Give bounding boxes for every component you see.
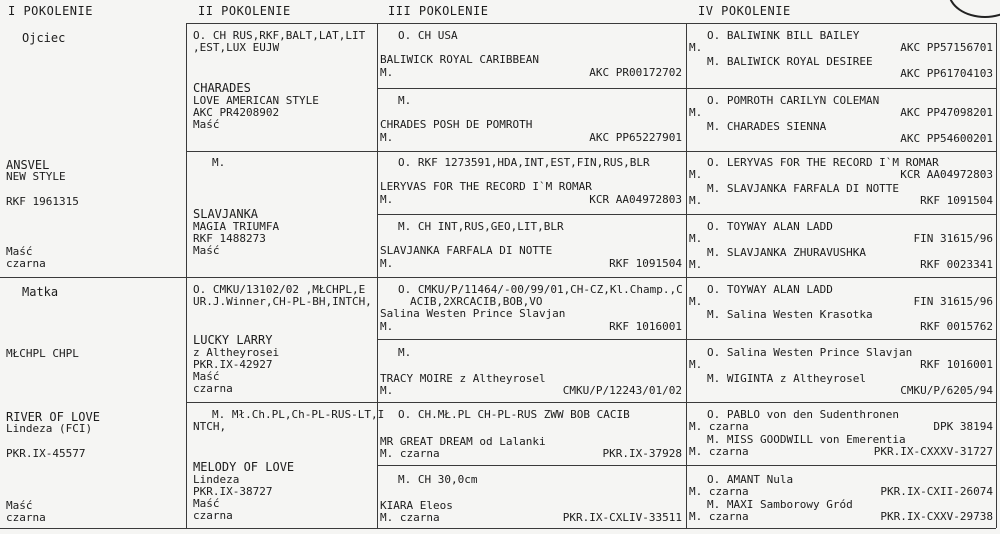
- g4-reg: PKR.IX-CXXV-29738: [880, 510, 993, 523]
- g3-reg: RKF 1091504: [609, 257, 682, 270]
- header-gen4: IV POKOLENIE: [698, 4, 791, 18]
- g4-reg: RKF 0015762: [920, 320, 993, 333]
- header-gen2: II POKOLENIE: [198, 4, 291, 18]
- g2-sire-reg: AKC PR4208902: [193, 106, 280, 119]
- g3-reg: AKC PR00172702: [589, 66, 682, 79]
- g3-name: LERYVAS FOR THE RECORD I`M ROMAR: [380, 180, 592, 193]
- g3-titles-1: O. RKF 1273591,HDA,INT,EST,FIN,RUS,BLR: [398, 156, 650, 169]
- g2-msire-color-label: Maść: [193, 370, 220, 383]
- g4-reg: FIN 31615/96: [913, 232, 993, 245]
- g4-name: O. TOYWAY ALAN LADD: [707, 283, 833, 296]
- g4-reg: RKF 0023341: [920, 258, 993, 271]
- g3-name: KIARA Eleos: [380, 499, 453, 512]
- g4-color: M.: [689, 106, 703, 119]
- g4-reg: AKC PP57156701: [900, 41, 993, 54]
- g3-titles-1: M. CH 30,0cm: [398, 473, 478, 486]
- header-gen1: I POKOLENIE: [8, 4, 93, 18]
- g4-name: O. BALIWINK BILL BAILEY: [707, 29, 860, 42]
- g3-color: M. czarna: [380, 447, 440, 460]
- g3-color: M.: [380, 384, 394, 397]
- mother-color: czarna: [6, 511, 46, 524]
- g4-name: O. POMROTH CARILYN COLEMAN: [707, 94, 880, 107]
- g2-dam-name-2: MAGIA TRIUMFA: [193, 220, 280, 233]
- grid-line: [996, 23, 997, 528]
- dog-reg: RKF 1961315: [6, 195, 79, 208]
- g4-reg: AKC PP54600201: [900, 132, 993, 145]
- g3-name: MR GREAT DREAM od Lalanki: [380, 435, 546, 448]
- g3-titles-1: O. CH.MŁ.PL CH-PL-RUS ZWW BOB CACIB: [398, 408, 630, 421]
- g3-name: CHRADES POSH DE POMROTH: [380, 118, 533, 131]
- g4-color: M.: [689, 358, 703, 371]
- grid-line: [186, 23, 996, 24]
- gen4-cell: [689, 95, 993, 120]
- g4-name: M. SLAVJANKA FARFALA DI NOTTE: [707, 182, 900, 195]
- g4-reg: RKF 1016001: [920, 358, 993, 371]
- g3-name: TRACY MOIRE z Altheyrosel: [380, 372, 546, 385]
- g2-sire-titles-1: O. CH RUS,RKF,BALT,LAT,LIT: [193, 29, 366, 42]
- g4-reg: FIN 31615/96: [913, 295, 993, 308]
- g3-reg: RKF 1016001: [609, 320, 682, 333]
- g4-reg: AKC PP61704103: [900, 67, 993, 80]
- gen4-cell: [689, 247, 993, 272]
- g2-mdam-color-label: Maść: [193, 497, 220, 510]
- g3-name: Salina Westen Prince Slavjan: [380, 307, 566, 320]
- mother-color-label: Maść: [6, 499, 33, 512]
- g4-color: M.: [689, 194, 703, 207]
- g3-titles-1: O. CMKU/P/11464/-00/99/01,CH-CZ,Kl.Champ.,C: [398, 283, 683, 296]
- g2-mdam-titles-1: M. Mł.Ch.PL,Ch-PL-RUS-LT,I: [212, 408, 385, 421]
- g4-name: M. WIGINTA z Altheyrosel: [707, 372, 866, 385]
- g4-color: M.: [689, 41, 703, 54]
- gen3-cell: [380, 409, 684, 465]
- g4-name: M. CHARADES SIENNA: [707, 120, 827, 133]
- gen3-cell: [380, 95, 684, 151]
- g4-name: M. MISS GOODWILL von Emerentia: [707, 433, 906, 446]
- g4-reg: RKF 1091504: [920, 194, 993, 207]
- grid-line: [377, 88, 996, 89]
- mother-name-2: Lindeza (FCI): [6, 422, 93, 435]
- g3-color: M.: [380, 66, 394, 79]
- g2-sire-name-2: LOVE AMERICAN STYLE: [193, 94, 319, 107]
- g2-dam-name: SLAVJANKA: [193, 207, 259, 221]
- g3-titles-2: ACIB,2XRCACIB,BOB,VO: [410, 295, 543, 308]
- gen4-cell: [689, 121, 993, 146]
- g4-color: M.: [689, 168, 703, 181]
- grid-line: [377, 23, 378, 528]
- grid-line: [0, 277, 996, 278]
- g2-msire-name-2: z Altheyrosei: [193, 346, 280, 359]
- gen4-cell: [689, 499, 993, 524]
- g4-color: M. czarna: [689, 510, 749, 523]
- g3-color: M.: [380, 320, 394, 333]
- g2-dam-titles: M.: [212, 156, 226, 169]
- grid-line: [186, 23, 187, 528]
- gen4-cell: [689, 474, 993, 499]
- g4-name: O. LERYVAS FOR THE RECORD I`M ROMAR: [707, 156, 939, 169]
- g2-mdam-reg: PKR.IX-38727: [193, 485, 273, 498]
- gen4-cell: [689, 30, 993, 55]
- gen4-cell: [689, 409, 993, 434]
- g4-name: M. SLAVJANKA ZHURAVUSHKA: [707, 246, 866, 259]
- gen3-cell: [380, 474, 684, 528]
- g3-titles-1: M. CH INT,RUS,GEO,LIT,BLR: [398, 220, 564, 233]
- g2-msire-name: LUCKY LARRY: [193, 333, 273, 347]
- g4-name: O. TOYWAY ALAN LADD: [707, 220, 833, 233]
- g4-reg: CMKU/P/6205/94: [900, 384, 993, 397]
- mother-name-1: RIVER OF LOVE: [6, 410, 100, 424]
- g4-name: M. MAXI Samborowy Gród: [707, 498, 853, 511]
- gen4-cell: [689, 221, 993, 246]
- g4-name: O. Salina Westen Prince Slavjan: [707, 346, 913, 359]
- g3-reg: CMKU/P/12243/01/02: [562, 384, 682, 397]
- g4-reg: PKR.IX-CXXXV-31727: [873, 445, 993, 458]
- g4-name: O. PABLO von den Sudenthronen: [707, 408, 900, 421]
- g3-reg: KCR AA04972803: [589, 193, 682, 206]
- gen4-cell: [689, 284, 993, 309]
- stamp-seal: [948, 0, 1000, 18]
- g3-titles-1: O. CH USA: [398, 29, 458, 42]
- g4-color: M.: [689, 258, 703, 271]
- gen3-cell: [380, 284, 684, 340]
- grid-line: [377, 214, 996, 215]
- g4-color: M. czarna: [689, 420, 749, 433]
- g2-sire-name: CHARADES: [193, 81, 251, 95]
- dog-color-label: Maść: [6, 245, 33, 258]
- grid-line: [377, 465, 996, 466]
- gen4-cell: [689, 309, 993, 334]
- gen4-cell: [689, 347, 993, 372]
- father-label: Ojciec: [22, 31, 66, 45]
- g4-color: M.: [689, 232, 703, 245]
- mother-title: MŁCHPL CHPL: [6, 347, 79, 360]
- mother-label: Matka: [22, 285, 59, 299]
- g2-msire-titles-1: O. CMKU/13102/02 ,MŁCHPL,E: [193, 283, 366, 296]
- g3-reg: AKC PP65227901: [589, 131, 682, 144]
- g2-msire-color: czarna: [193, 382, 233, 395]
- g3-reg: PKR.IX-37928: [602, 447, 682, 460]
- g4-reg: DPK 38194: [933, 420, 993, 433]
- gen3-cell: [380, 157, 684, 213]
- mother-reg: PKR.IX-45577: [6, 447, 86, 460]
- g4-name: M. BALIWICK ROYAL DESIREE: [707, 55, 873, 68]
- gen3-cell: [380, 221, 684, 277]
- g4-reg: KCR AA04972803: [900, 168, 993, 181]
- g4-color: M.: [689, 295, 703, 308]
- g3-name: SLAVJANKA FARFALA DI NOTTE: [380, 244, 553, 257]
- g4-reg: AKC PP47098201: [900, 106, 993, 119]
- grid-line: [186, 151, 996, 152]
- g2-mdam-name-2: Lindeza: [193, 473, 240, 486]
- g3-titles-1: M.: [398, 346, 412, 359]
- g3-reg: PKR.IX-CXLIV-33511: [562, 511, 682, 524]
- g3-color: M.: [380, 193, 394, 206]
- g2-mdam-color: czarna: [193, 509, 233, 522]
- g2-msire-reg: PKR.IX-42927: [193, 358, 273, 371]
- g3-color: M.: [380, 131, 394, 144]
- gen4-cell: [689, 183, 993, 208]
- gen4-cell: [689, 56, 993, 81]
- g2-mdam-name: MELODY OF LOVE: [193, 460, 295, 474]
- g3-titles-1: M.: [398, 94, 412, 107]
- g3-color: M. czarna: [380, 511, 440, 524]
- g2-sire-color: Maść: [193, 118, 220, 131]
- dog-name-1: ANSVEL: [6, 158, 50, 172]
- g4-reg: PKR.IX-CXII-26074: [880, 485, 993, 498]
- dog-color: czarna: [6, 257, 46, 270]
- g2-dam-reg: RKF 1488273: [193, 232, 266, 245]
- gen4-cell: [689, 373, 993, 398]
- gen4-cell: [689, 434, 993, 459]
- g2-dam-color: Maść: [193, 244, 220, 257]
- g2-sire-titles-2: ,EST,LUX EUJW: [193, 41, 280, 54]
- dog-name-2: NEW STYLE: [6, 170, 66, 183]
- g4-color: M. czarna: [689, 485, 749, 498]
- g4-name: M. Salina Westen Krasotka: [707, 308, 873, 321]
- g3-name: BALIWICK ROYAL CARIBBEAN: [380, 53, 539, 66]
- g2-mdam-titles-2: NTCH,: [193, 420, 227, 433]
- g2-msire-titles-2: UR.J.Winner,CH-PL-BH,INTCH,: [193, 295, 372, 308]
- gen3-cell: [380, 347, 684, 403]
- g4-color: M. czarna: [689, 445, 749, 458]
- grid-line: [686, 23, 687, 528]
- gen4-cell: [689, 157, 993, 182]
- g4-name: O. AMANT Nula: [707, 473, 794, 486]
- g3-color: M.: [380, 257, 394, 270]
- grid-line: [0, 528, 996, 529]
- gen3-cell: [380, 30, 684, 86]
- header-gen3: III POKOLENIE: [388, 4, 489, 18]
